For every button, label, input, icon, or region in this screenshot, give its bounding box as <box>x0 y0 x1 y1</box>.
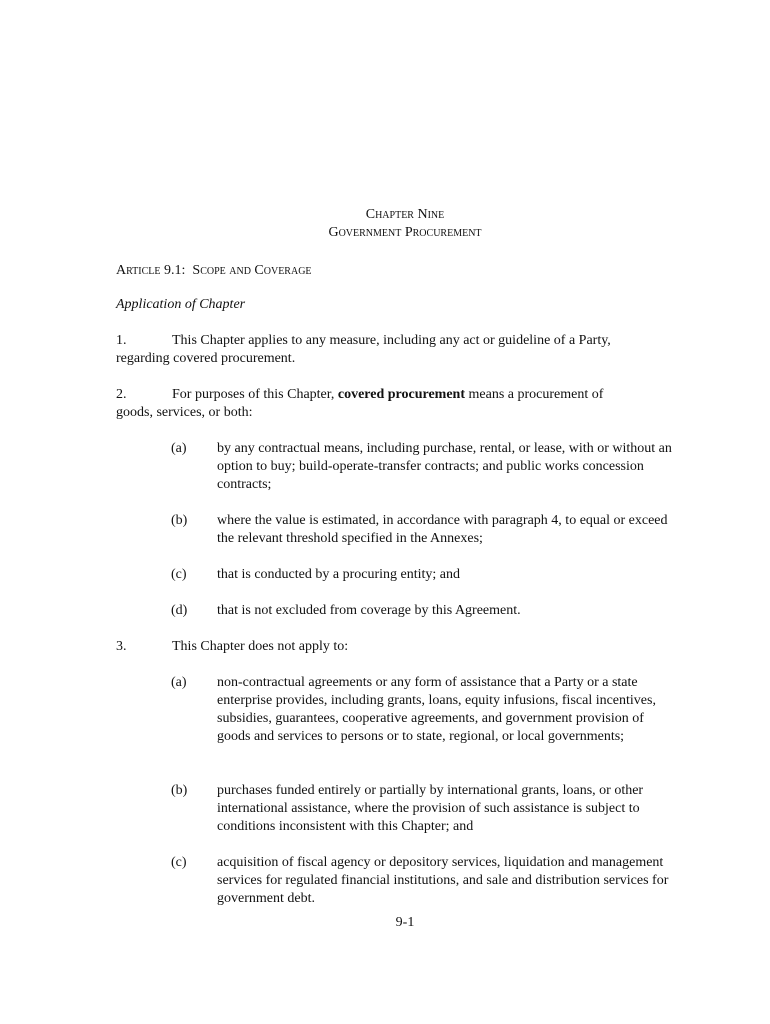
defined-term: covered procurement <box>337 387 466 402</box>
article-title: Scope and Coverage <box>192 263 312 278</box>
chapter-subtitle: Government Procurement <box>328 225 482 240</box>
item-text: that is conducted by a procuring entity; and <box>217 567 460 582</box>
paragraph-number: 1. <box>116 333 127 348</box>
item-label: (d) <box>171 603 188 618</box>
paragraph-lead: This Chapter applies to any measure, including any act or guideline of a Party, <box>172 333 611 348</box>
item-text: by any contractual means, including purchase, rental, or lease, with or without an option to buy; build-operate-transfer contracts; and public works concession contracts; <box>217 441 672 492</box>
item-text: purchases funded entirely or partially by international grants, loans, or other international assistance, where the provision of such assistance is subject to conditions inconsistent with this Chapter; and <box>217 783 644 834</box>
item-text: acquisition of fiscal agency or depository services, liquidation and management services for regulated financial institutions, and sale and distribution services for government debt. <box>217 855 669 906</box>
paragraph-lead: For purposes of this Chapter, covered procurement means a procurement of <box>172 387 604 402</box>
paragraph-number: 3. <box>116 639 127 654</box>
item-text: non-contractual agreements or any form of assistance that a Party or a state enterprise provides, including grants, loans, equity infusions, fiscal incentives, subsidies, guarantees, cooperative agreements, and government provision of goods and services to persons or to state, regional, or local governments; <box>217 675 656 744</box>
item-text: that is not excluded from coverage by this Agreement. <box>217 603 521 618</box>
article-heading <box>116 262 312 280</box>
section-heading: Application of Chapter <box>116 297 246 312</box>
paragraph-number: 2. <box>116 387 127 402</box>
item-label: (b) <box>171 513 188 528</box>
item-label: (b) <box>171 783 188 798</box>
item-label: (c) <box>171 855 187 870</box>
paragraph-rest: regarding covered procurement. <box>116 351 296 366</box>
page-number: 9-1 <box>395 915 415 930</box>
article-number: Article 9.1: <box>116 263 186 278</box>
item-label: (a) <box>171 675 187 690</box>
item-label: (c) <box>171 567 187 582</box>
paragraph-lead: This Chapter does not apply to: <box>172 639 349 654</box>
paragraph-rest: goods, services, or both: <box>116 405 253 420</box>
item-label: (a) <box>171 441 187 456</box>
item-text: where the value is estimated, in accordance with paragraph 4, to equal or exceed the relevant threshold specified in the Annexes; <box>217 513 668 546</box>
chapter-title: Chapter Nine <box>365 207 445 222</box>
